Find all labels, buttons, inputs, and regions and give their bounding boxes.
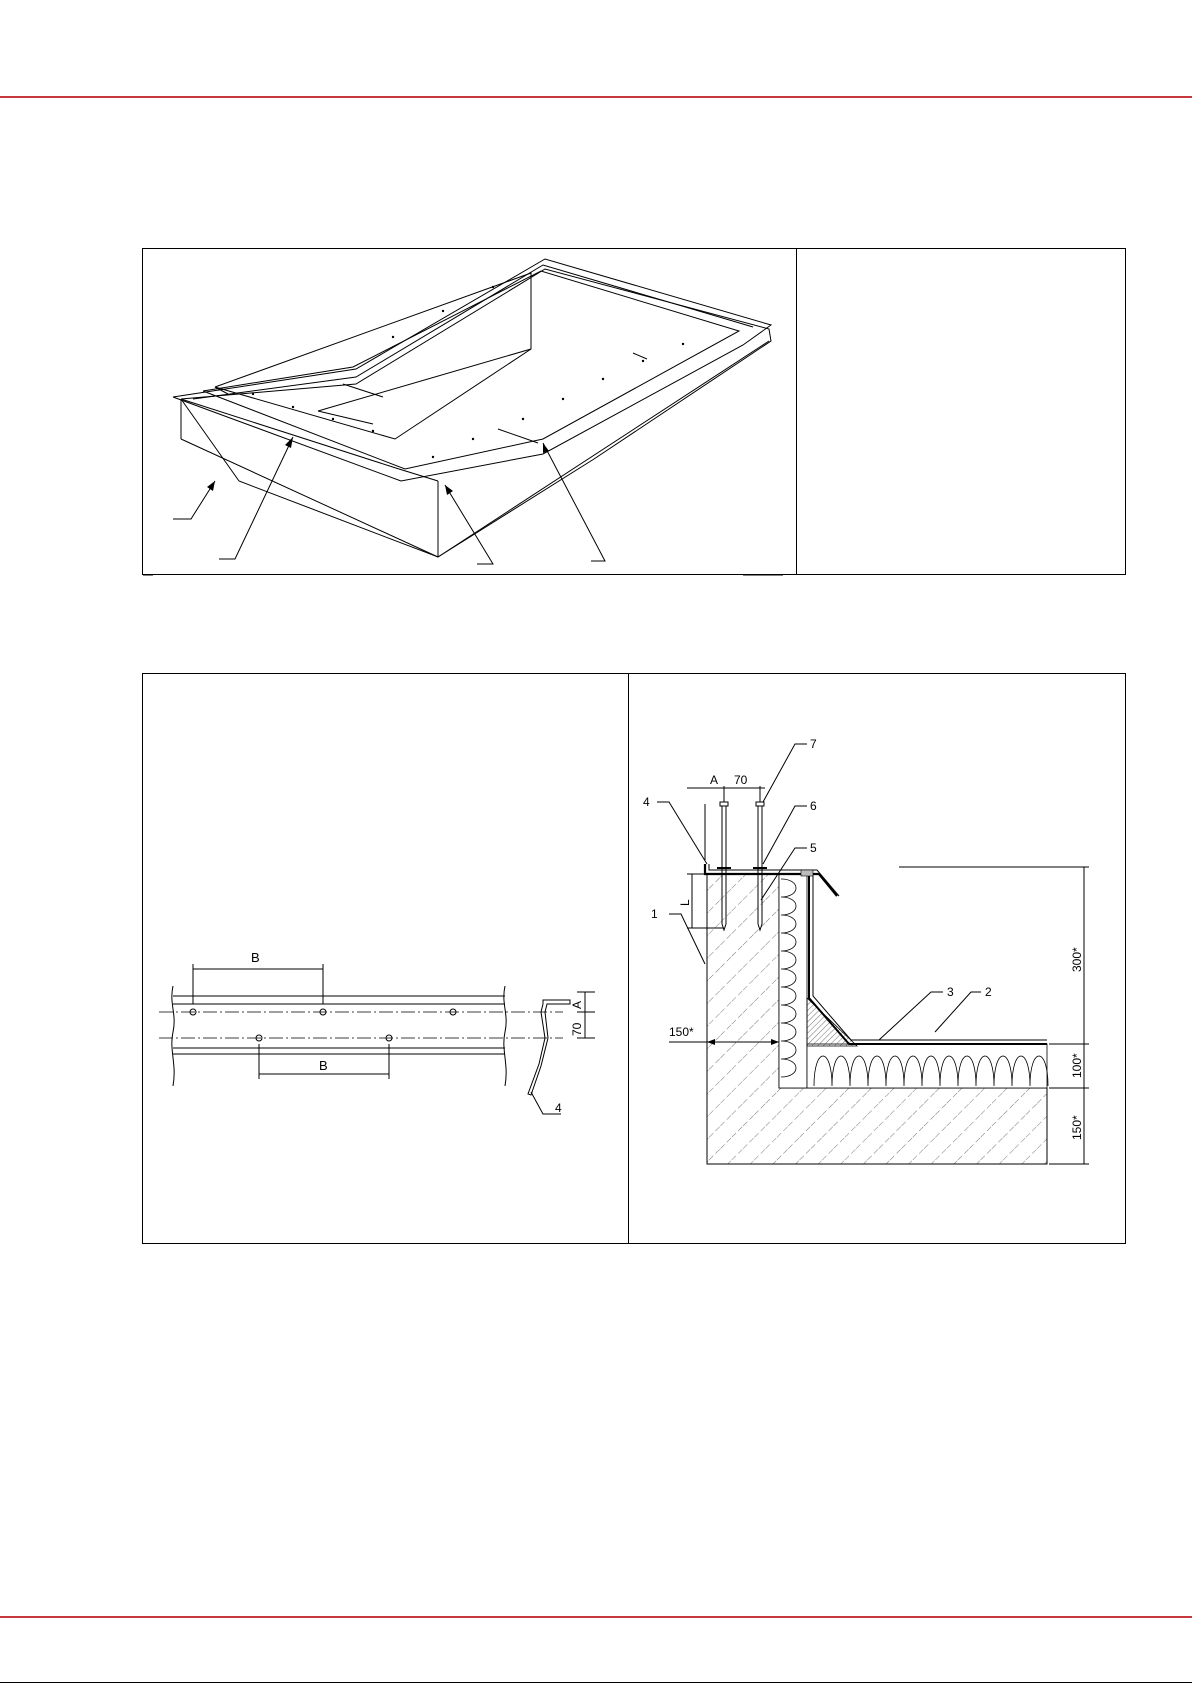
isometric-drawing xyxy=(143,249,798,576)
isometric-legend-panel xyxy=(796,248,1126,575)
dim-150-horizontal: 150* xyxy=(669,1025,694,1039)
dim-b-bottom-label: B xyxy=(319,1058,328,1073)
isometric-figure-panel xyxy=(142,248,797,575)
dim-a-label-section: A xyxy=(710,773,719,787)
callout-1: 1 xyxy=(651,907,658,921)
membrane-3 xyxy=(809,874,1047,1044)
dim-l-label: L xyxy=(678,899,692,906)
dim-100: 100* xyxy=(1070,1053,1084,1078)
dim-a-label: A xyxy=(570,1000,584,1009)
fastener-dots xyxy=(252,286,684,458)
profile-figure-panel xyxy=(142,673,629,1244)
top-rule xyxy=(0,96,1192,98)
callout-6: 6 xyxy=(810,799,817,813)
section-drawing xyxy=(629,674,1127,1245)
floor-insulation xyxy=(807,1044,1047,1088)
callout-3: 3 xyxy=(947,985,954,999)
fastener-holes xyxy=(190,1009,456,1041)
callout-5: 5 xyxy=(810,841,817,855)
bottom-rule xyxy=(0,1616,1192,1618)
callout-7: 7 xyxy=(810,737,817,751)
dim-150-vertical: 150* xyxy=(1070,1115,1084,1140)
dim-300: 300* xyxy=(1070,947,1084,972)
footer-rule xyxy=(0,1682,1192,1683)
callout-2: 2 xyxy=(985,985,992,999)
dim-70-label: 70 xyxy=(570,1022,584,1036)
section-callouts xyxy=(643,737,992,1040)
leader-lines xyxy=(143,437,783,575)
profile-drawing xyxy=(143,674,630,1245)
callout-4: 4 xyxy=(643,795,650,809)
section-figure-panel xyxy=(628,673,1126,1244)
dim-70-label-section: 70 xyxy=(734,773,748,787)
dim-b-top-label: B xyxy=(251,950,260,965)
callout-4-label: 4 xyxy=(555,1101,562,1115)
flashing-side-profile xyxy=(528,1000,570,1095)
box-outline xyxy=(181,269,771,557)
